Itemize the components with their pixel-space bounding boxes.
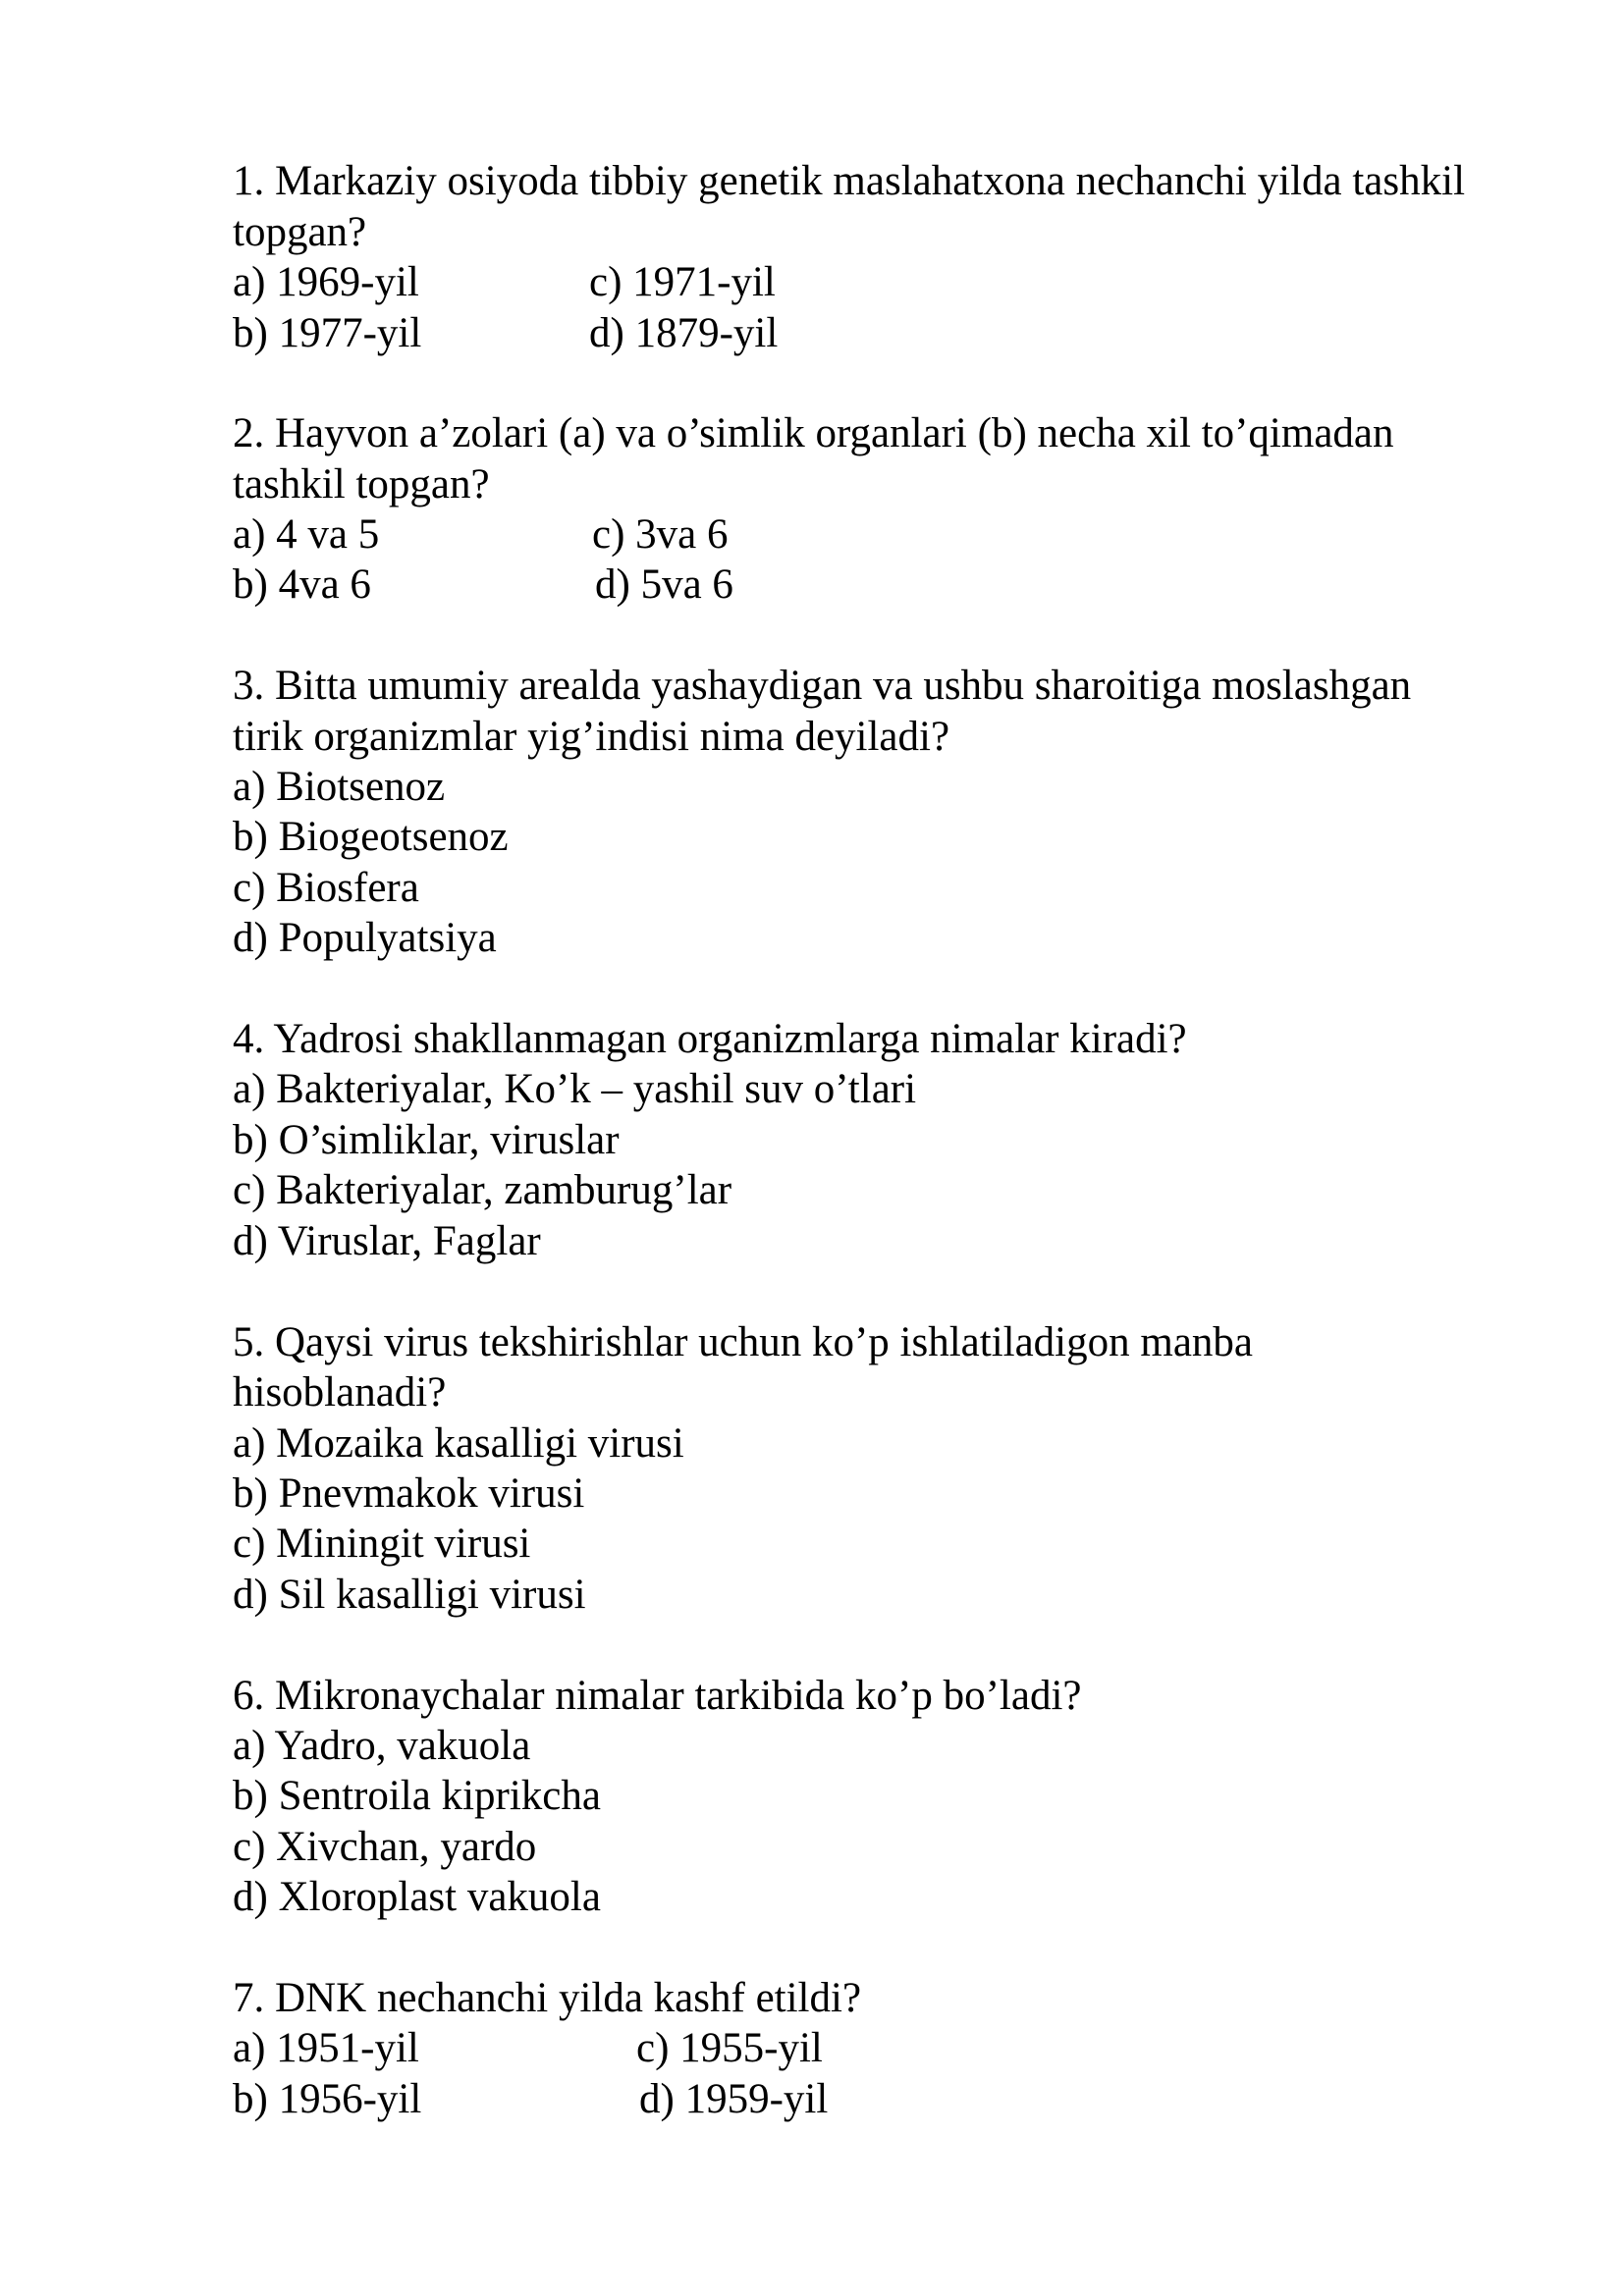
question-3-option-b: b) Biogeotsenoz [233,814,509,860]
question-5-option-d: d) Sil kasalligi virusi [233,1572,586,1618]
question-3-stem-line-2: tirik organizmlar yig’indisi nima deyiladi? [233,714,950,760]
question-1-option-d: d) 1879-yil [589,310,779,356]
question-5-option-c: c) Miningit virusi [233,1521,531,1567]
question-3-option-a: a) Biotsenoz [233,764,446,810]
question-4-option-d: d) Viruslar, Faglar [233,1218,541,1264]
question-2-option-d: d) 5va 6 [595,561,733,608]
question-5-option-b: b) Pnevmakok virusi [233,1470,585,1517]
question-7-option-d: d) 1959-yil [639,2076,829,2122]
question-6-stem-line-1: 6. Mikronaychalar nimalar tarkibida ko’p bo’ladi? [233,1673,1082,1719]
question-7-option-b: b) 1956-yil [233,2076,422,2122]
question-1-stem-line-1: 1. Markaziy osiyoda tibbiy genetik maslahatxona nechanchi yilda tashkil [233,158,1466,204]
question-3-stem-line-1: 3. Bitta umumiy arealda yashaydigan va ushbu sharoitiga moslashgan [233,663,1412,709]
question-7-option-c: c) 1955-yil [636,2025,823,2071]
question-1-option-c: c) 1971-yil [589,259,776,305]
question-6-option-b: b) Sentroila kiprikcha [233,1773,601,1819]
question-5-option-a: a) Mozaika kasalligi virusi [233,1420,684,1467]
question-1-option-b: b) 1977-yil [233,310,422,356]
question-7-stem-line-1: 7. DNK nechanchi yilda kashf etildi? [233,1975,862,2021]
question-6-option-c: c) Xivchan, yardo [233,1824,537,1870]
question-2-option-c: c) 3va 6 [592,511,729,558]
question-3-option-c: c) Biosfera [233,865,419,911]
question-5-stem-line-2: hisoblanadi? [233,1369,447,1415]
question-6-option-d: d) Xloroplast vakuola [233,1874,601,1920]
question-1-option-a: a) 1969-yil [233,259,419,305]
question-4-option-c: c) Bakteriyalar, zamburug’lar [233,1167,732,1213]
question-5-stem-line-1: 5. Qaysi virus tekshirishlar uchun ko’p ishlatiladigon manba [233,1319,1253,1365]
question-4-stem-line-1: 4. Yadrosi shakllanmagan organizmlarga nimalar kiradi? [233,1016,1187,1062]
question-6-option-a: a) Yadro, vakuola [233,1723,531,1769]
question-2-option-a: a) 4 va 5 [233,511,380,558]
question-3-option-d: d) Populyatsiya [233,915,497,961]
question-4-option-b: b) O’simliklar, viruslar [233,1117,620,1163]
question-1-stem-line-2: topgan? [233,209,367,255]
question-7-option-a: a) 1951-yil [233,2025,419,2071]
question-4-option-a: a) Bakteriyalar, Ko’k – yashil suv o’tlari [233,1066,917,1112]
question-2-option-b: b) 4va 6 [233,561,371,608]
question-2-stem-line-1: 2. Hayvon a’zolari (a) va o’simlik organlari (b) necha xil to’qimadan [233,410,1394,456]
question-2-stem-line-2: tashkil topgan? [233,461,490,507]
